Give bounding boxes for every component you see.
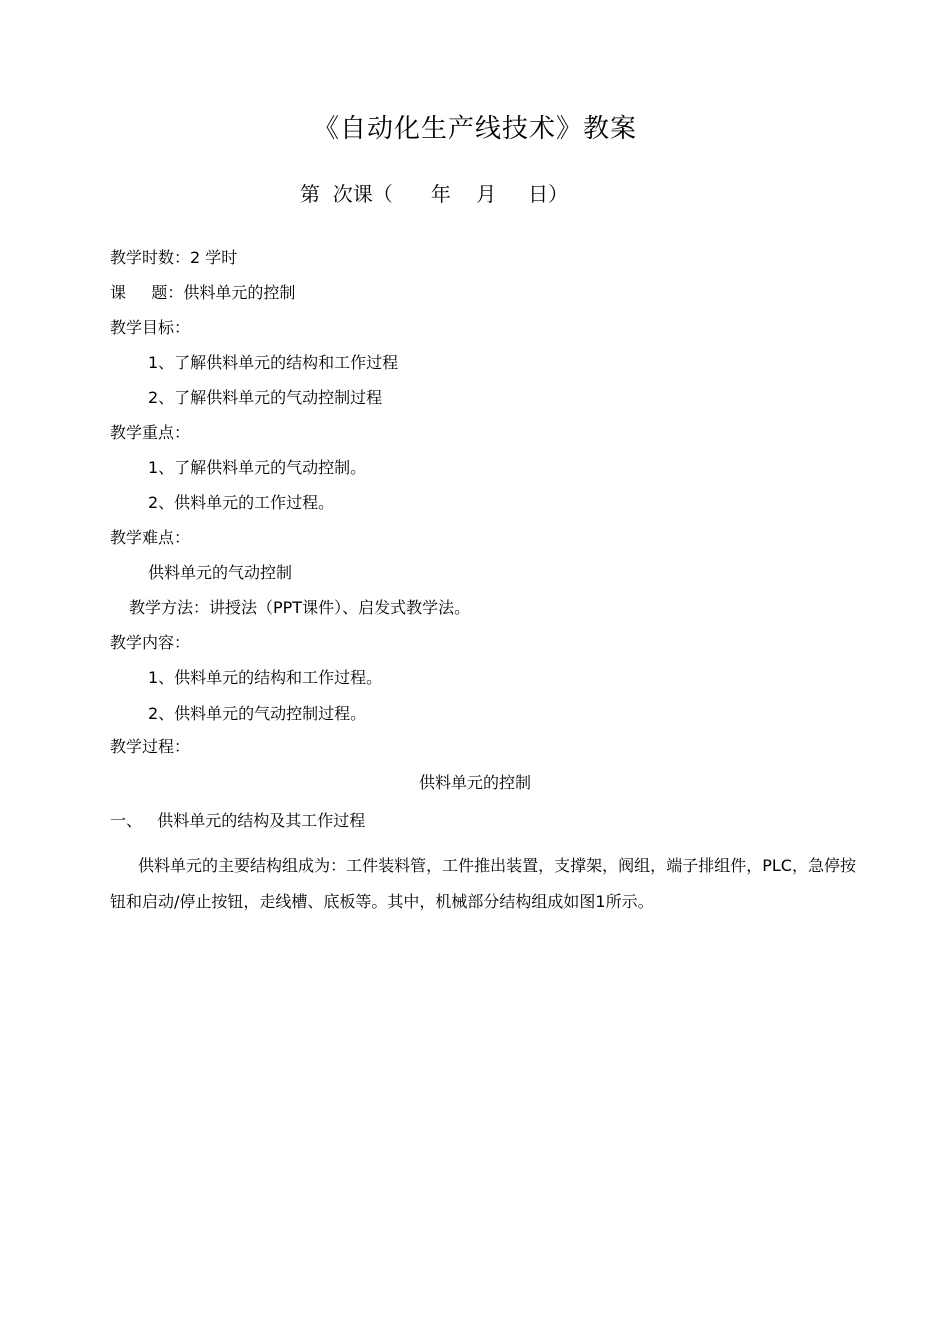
key-point-item: 2、供料单元的工作过程。 <box>148 493 335 512</box>
teaching-hours: 教学时数：2 学时 <box>110 248 238 267</box>
objective-item: 1、了解供料单元的结构和工作过程 <box>148 353 399 372</box>
difficulty-item: 供料单元的气动控制 <box>148 563 293 582</box>
content-item: 1、供料单元的结构和工作过程。 <box>148 668 383 687</box>
lesson-topic: 课 题：供料单元的控制 <box>110 283 296 302</box>
difficulties-heading: 教学难点： <box>110 528 191 547</box>
teaching-methods: 教学方法：讲授法（PPT课件）、启发式教学法。 <box>129 598 471 617</box>
section-paragraph: 供料单元的主要结构组成为：工件装料管，工件推出装置，支撑架，阀组，端子排组件，PLC，急停按钮和启动/停止按钮，走线槽、底板等。其中，机械部分结构组成如图1所示。 <box>110 856 856 911</box>
process-title: 供料单元的控制 <box>418 773 531 792</box>
content-heading: 教学内容： <box>110 633 191 652</box>
lesson-date-line: 第 次课（ 年 月 日） <box>300 182 569 206</box>
objective-item: 2、了解供料单元的气动控制过程 <box>148 388 383 407</box>
process-heading: 教学过程： <box>110 737 191 756</box>
objectives-heading: 教学目标： <box>110 318 191 337</box>
content-item: 2、供料单元的气动控制过程。 <box>148 704 367 723</box>
key-points-heading: 教学重点： <box>110 423 191 442</box>
document-title: 《自动化生产线技术》教案 <box>312 114 637 144</box>
key-point-item: 1、了解供料单元的气动控制。 <box>148 458 367 477</box>
section-heading: 一、 供料单元的结构及其工作过程 <box>110 811 366 830</box>
